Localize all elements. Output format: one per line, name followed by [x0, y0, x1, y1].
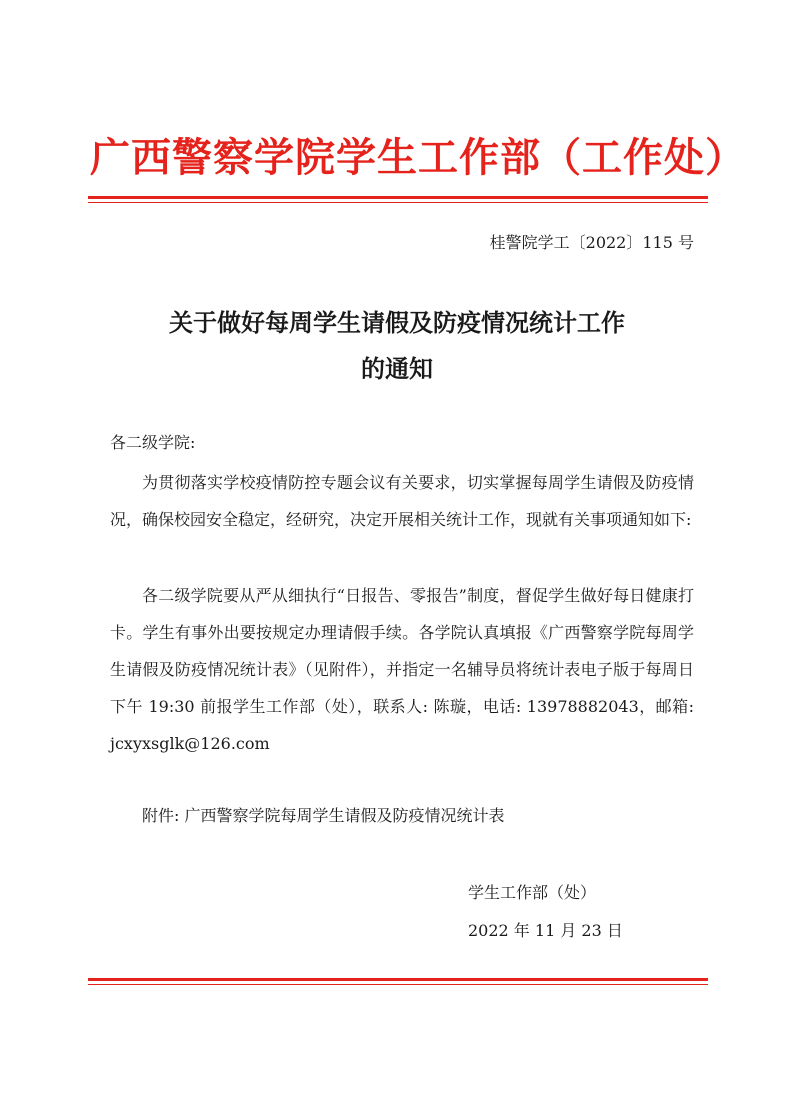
document-number: 桂警院学工〔2022〕115 号 [489, 233, 694, 252]
signature-organization: 学生工作部（处） [468, 883, 597, 902]
notice-title [90, 300, 704, 392]
body-paragraph-2: 各二级学院要从严从细执行“日报告、零报告”制度，督促学生做好每日健康打卡。学生有事外出要按规定办理请假手续。各学院认真填报《广西警察学院每周学生请假及防疫情况统计表》（见附件），并指定一名辅导员将统计表电子版于每周日下午 19:30 前报学生工作部（处），联系人: 陈璇，电话: 13978882043，邮箱: jcxyxsglk@126.com [110, 586, 694, 753]
red-rule-thin [88, 202, 708, 203]
notice-title-line2: 的通知 [361, 354, 433, 383]
notice-title-line1: 关于做好每周学生请假及防疫情况统计工作 [169, 308, 625, 337]
footer-rule-thick [88, 978, 708, 981]
salutation: 各二级学院: [110, 433, 196, 452]
red-rule-thick [88, 196, 708, 199]
masthead-red-rule [88, 196, 708, 203]
signature-date: 2022 年 11 月 23 日 [468, 921, 623, 940]
footer-rule-thin [88, 984, 708, 985]
attachment-note: 附件: 广西警察学院每周学生请假及防疫情况统计表 [142, 806, 505, 825]
body-paragraph-1: 为贯彻落实学校疫情防控专题会议有关要求，切实掌握每周学生请假及防疫情况，确保校园安全稳定，经研究，决定开展相关统计工作，现就有关事项通知如下: [110, 473, 694, 529]
masthead-title: 广西警察学院学生工作部（工作处） [90, 134, 746, 181]
footer-red-rule [88, 978, 708, 985]
